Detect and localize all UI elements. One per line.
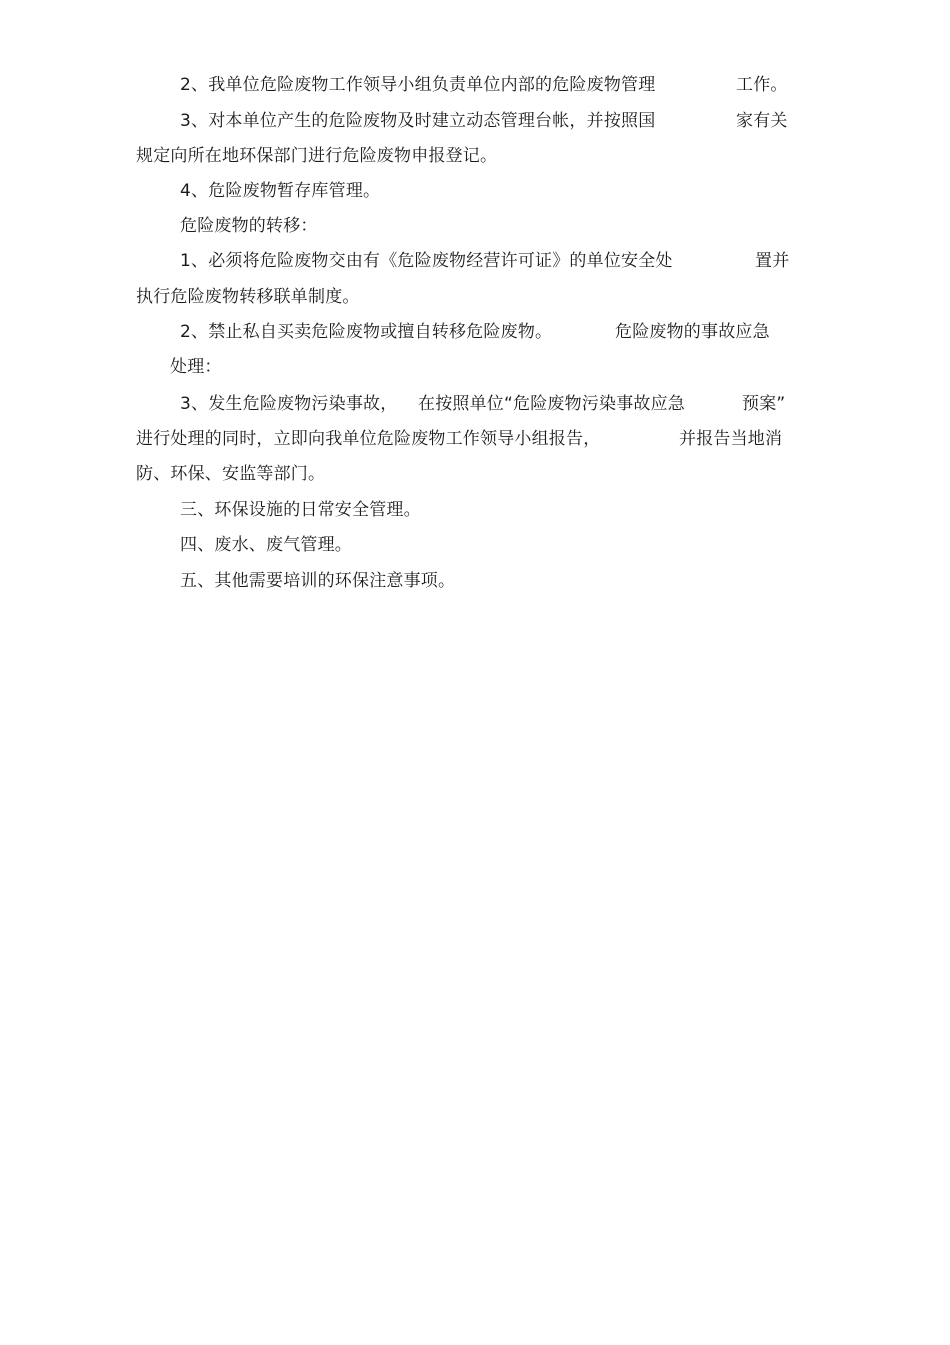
text-line: 3、发生危险废物污染事故， bbox=[180, 394, 398, 414]
text-line: 并报告当地消 bbox=[679, 429, 783, 449]
text-line: 4、危险废物暂存库管理。 bbox=[180, 181, 381, 201]
text-line: 1、必须将危险废物交由有《危险废物经营许可证》的单位安全处 bbox=[180, 251, 673, 271]
text-line: 2、禁止私自买卖危险废物或擅自转移危险废物。 bbox=[180, 322, 553, 342]
text-line: 置并 bbox=[755, 251, 790, 271]
text-line: 危险废物的事故应急 bbox=[615, 322, 770, 342]
text-line: 家有关 bbox=[736, 111, 788, 131]
text-line: 预案” bbox=[742, 394, 786, 414]
text-line: 工作。 bbox=[736, 75, 788, 95]
text-line: 3、对本单位产生的危险废物及时建立动态管理台帐，并按照国 bbox=[180, 111, 656, 131]
text-line: 执行危险废物转移联单制度。 bbox=[136, 287, 360, 307]
text-line: 五、其他需要培训的环保注意事项。 bbox=[180, 571, 456, 591]
text-line: 防、环保、安监等部门。 bbox=[136, 464, 326, 484]
text-line: 进行处理的同时，立即向我单位危险废物工作领导小组报告， bbox=[136, 429, 601, 449]
text-line: 在按照单位“危险废物污染事故应急 bbox=[418, 394, 686, 414]
text-line: 2、我单位危险废物工作领导小组负责单位内部的危险废物管理 bbox=[180, 75, 656, 95]
text-line: 处理： bbox=[170, 357, 222, 377]
text-line: 四、废水、废气管理。 bbox=[180, 535, 352, 555]
text-line: 三、环保设施的日常安全管理。 bbox=[180, 500, 421, 520]
text-line: 危险废物的转移： bbox=[180, 216, 318, 236]
text-line: 规定向所在地环保部门进行危险废物申报登记。 bbox=[136, 146, 498, 166]
